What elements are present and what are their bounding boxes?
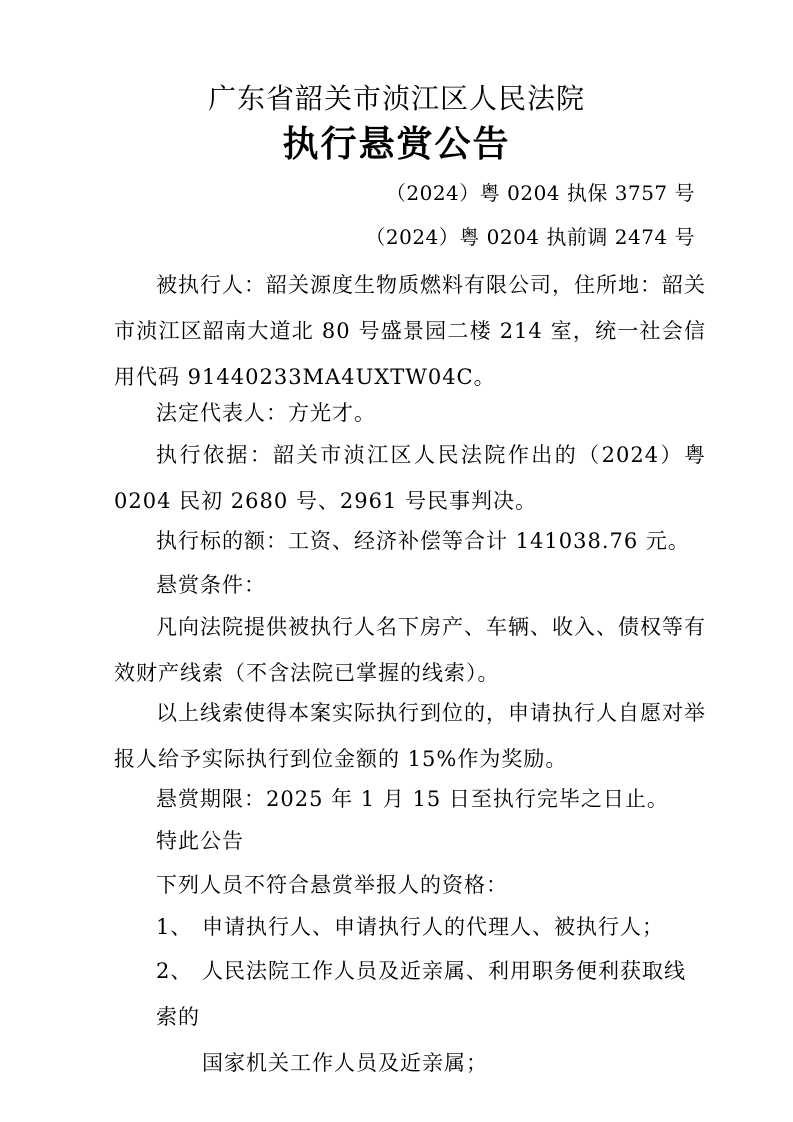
paragraph-reward-period: 悬赏期限：2025 年 1 月 15 日至执行完毕之日止。 — [156, 787, 669, 811]
paragraph-hereby-announced: 特此公告 — [156, 829, 244, 853]
list-item-text-continued: 国家机关工作人员及近亲属； — [202, 1051, 488, 1075]
court-name: 广东省韶关市浈江区人民法院 — [207, 82, 585, 115]
paragraph-reward-conditions: 凡向法院提供被执行人名下房产、车辆、收入、债权等有效财产线索（不含法院已掌握的线索）。 — [114, 615, 706, 685]
list-item-number: 1、 — [156, 915, 193, 939]
paragraph-reward-conditions-heading: 悬赏条件： — [156, 573, 266, 597]
paragraph-ineligible-heading: 下列人员不符合悬赏举报人的资格： — [156, 873, 508, 897]
paragraph-legal-representative: 法定代表人：方光才。 — [156, 401, 376, 425]
list-item-text: 申请执行人、申请执行人的代理人、被执行人； — [202, 915, 664, 939]
list-item — [156, 948, 706, 1086]
list-item-number: 2、 — [156, 959, 193, 983]
list-item — [156, 904, 706, 950]
paragraph-reward-ratio: 以上线索使得本案实际执行到位的，申请执行人自愿对举报人给予实际执行到位金额的 15%作为奖励。 — [114, 701, 706, 771]
case-number-1: （2024）粤 0204 执保 3757 号 — [385, 181, 695, 205]
paragraph-respondent: 被执行人：韶关源度生物质燃料有限公司，住所地：韶关市浈江区韶南大道北 80 号盛景园二楼 214 室，统一社会信用代码 91440233MA4UXTW04C。 — [114, 273, 706, 389]
list-item-text: 人民法院工作人员及近亲属、利用职务便利获取线索的 — [156, 959, 686, 1029]
case-number-2: （2024）粤 0204 执前调 2474 号 — [365, 225, 695, 249]
notice-title: 执行悬赏公告 — [282, 124, 511, 165]
paragraph-execution-basis: 执行依据：韶关市浈江区人民法院作出的（2024）粤 0204 民初 2680 号、2961 号民事判决。 — [114, 443, 706, 513]
paragraph-amount: 执行标的额：工资、经济补偿等合计 141038.76 元。 — [156, 529, 690, 553]
